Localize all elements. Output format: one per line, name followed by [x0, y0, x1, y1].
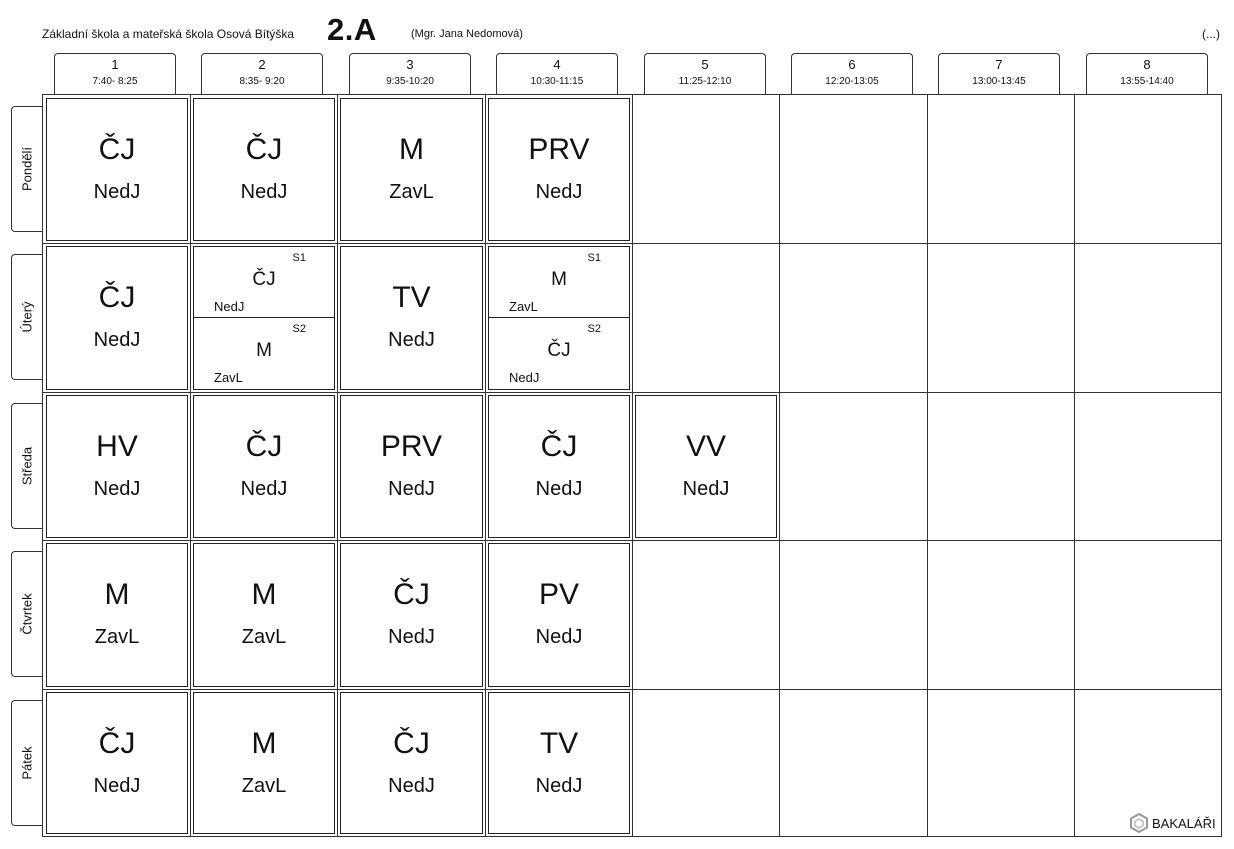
period-time: 12:20-13:05	[825, 76, 879, 87]
lesson-teacher: NedJ	[240, 478, 288, 500]
day-label: Pondělí	[19, 146, 35, 192]
period-number: 8	[1143, 57, 1151, 72]
period-time: 10:30-11:15	[530, 76, 584, 87]
lesson-teacher: ZavL	[509, 299, 538, 314]
period-number: 7	[995, 57, 1003, 72]
lesson-subject: PV	[538, 578, 580, 611]
period-header-3	[349, 53, 471, 95]
period-header-7	[938, 53, 1060, 95]
logo-text: BAKALÁŘI	[1152, 815, 1216, 831]
lesson-subject: TV	[539, 727, 579, 760]
period-header-5	[644, 53, 766, 95]
lesson-teacher: NedJ	[93, 329, 141, 351]
period-time: 8:35- 9:20	[239, 76, 285, 87]
period-time: 11:25-12:10	[678, 76, 732, 87]
lesson-subject: M	[256, 340, 272, 361]
lesson-subject: M	[251, 727, 277, 760]
day-tab-wednesday	[11, 403, 42, 529]
period-time: 13:00-13:45	[972, 76, 1026, 87]
period-header-6	[791, 53, 913, 95]
timetable-grid	[42, 94, 1222, 837]
lesson-card[interactable]	[46, 98, 188, 241]
lesson-teacher: NedJ	[93, 775, 141, 797]
period-header-2	[201, 53, 323, 95]
lesson-card[interactable]	[340, 98, 483, 241]
grid-divider	[927, 95, 928, 836]
bakalari-hexagon-icon	[1130, 813, 1148, 833]
grid-divider	[43, 689, 1221, 690]
period-number: 6	[848, 57, 856, 72]
lesson-subject: PRV	[380, 430, 443, 463]
lesson-card[interactable]	[340, 543, 483, 687]
lesson-subject: M	[551, 269, 567, 290]
day-label: Čtvrtek	[19, 593, 35, 635]
lesson-teacher: NedJ	[388, 329, 435, 351]
lesson-subject: ČJ	[252, 269, 276, 290]
lesson-teacher: ZavL	[241, 775, 287, 797]
lesson-subject: ČJ	[540, 430, 578, 463]
lesson-card[interactable]	[340, 395, 483, 538]
lesson-card-split[interactable]	[193, 246, 335, 390]
lesson-subject: TV	[392, 281, 431, 314]
group-lesson[interactable]	[194, 318, 334, 389]
lesson-teacher: NedJ	[682, 478, 730, 500]
lesson-card[interactable]	[488, 395, 630, 538]
group-lesson[interactable]	[489, 318, 629, 389]
lesson-card[interactable]	[46, 692, 188, 834]
lesson-teacher: NedJ	[240, 181, 288, 203]
lesson-teacher: NedJ	[535, 181, 583, 203]
grid-divider	[632, 95, 633, 836]
lesson-card-split[interactable]	[488, 246, 630, 390]
grid-divider	[190, 95, 191, 836]
grid-divider	[485, 95, 486, 836]
class-title: 2.A	[327, 12, 377, 47]
lesson-teacher: NedJ	[535, 478, 583, 500]
period-time: 7:40- 8:25	[92, 76, 138, 87]
period-header-1	[54, 53, 176, 95]
lesson-card[interactable]	[340, 246, 483, 390]
period-header-4	[496, 53, 618, 95]
lesson-subject: VV	[685, 430, 727, 463]
bakalari-logo	[1130, 813, 1216, 833]
period-number: 1	[111, 57, 119, 72]
class-teacher: (Mgr. Jana Nedomová)	[411, 28, 523, 40]
lesson-subject: ČJ	[393, 727, 430, 760]
lesson-subject: ČJ	[245, 133, 283, 166]
grid-divider	[43, 540, 1221, 541]
lesson-card[interactable]	[193, 543, 335, 687]
period-number: 4	[553, 57, 561, 72]
lesson-card[interactable]	[46, 246, 188, 390]
lesson-teacher: ZavL	[214, 370, 243, 385]
day-label: Pátek	[19, 746, 35, 780]
lesson-teacher: ZavL	[94, 626, 140, 648]
lesson-card[interactable]	[46, 395, 188, 538]
lesson-card[interactable]	[488, 543, 630, 687]
grid-divider	[337, 95, 338, 836]
lesson-teacher: NedJ	[93, 478, 141, 500]
lesson-subject: ČJ	[98, 281, 136, 314]
lesson-teacher: NedJ	[535, 626, 583, 648]
lesson-teacher: ZavL	[241, 626, 287, 648]
period-time: 9:35-10:20	[386, 76, 434, 87]
lesson-teacher: NedJ	[388, 478, 435, 500]
lesson-subject: ČJ	[98, 727, 136, 760]
lesson-subject: ČJ	[245, 430, 283, 463]
lesson-card[interactable]	[193, 692, 335, 834]
lesson-card[interactable]	[488, 98, 630, 241]
lesson-teacher: NedJ	[388, 626, 435, 648]
period-number: 2	[258, 57, 266, 72]
day-tab-friday	[11, 700, 42, 826]
grid-divider	[779, 95, 780, 836]
lesson-card[interactable]	[193, 98, 335, 241]
group-label: S1	[587, 252, 601, 264]
school-name: Základní škola a mateřská škola Osová Bítýška	[42, 27, 295, 41]
more-link[interactable]: (...)	[1202, 27, 1220, 41]
lesson-teacher: NedJ	[535, 775, 583, 797]
lesson-teacher: ZavL	[389, 181, 434, 203]
group-lesson[interactable]	[194, 247, 334, 318]
lesson-subject: ČJ	[393, 578, 430, 611]
lesson-teacher: NedJ	[93, 181, 141, 203]
period-header-8	[1086, 53, 1208, 95]
lesson-card[interactable]	[46, 543, 188, 687]
lesson-subject: M	[399, 133, 424, 166]
day-tab-monday	[11, 106, 42, 232]
lesson-teacher: NedJ	[388, 775, 435, 797]
group-label: S2	[587, 323, 601, 335]
day-label: Úterý	[19, 301, 35, 333]
period-number: 5	[701, 57, 709, 72]
period-number: 3	[406, 57, 414, 72]
day-tab-tuesday	[11, 254, 42, 380]
lesson-subject: ČJ	[547, 340, 571, 361]
lesson-card[interactable]	[635, 395, 777, 538]
lesson-card[interactable]	[488, 692, 630, 834]
period-time: 13:55-14:40	[1120, 76, 1174, 87]
grid-divider	[43, 243, 1221, 244]
group-label: S2	[292, 323, 306, 335]
lesson-subject: M	[104, 578, 130, 611]
group-lesson[interactable]	[489, 247, 629, 318]
grid-divider	[1074, 95, 1075, 836]
lesson-card[interactable]	[193, 395, 335, 538]
group-label: S1	[292, 252, 306, 264]
lesson-subject: M	[251, 578, 277, 611]
lesson-teacher: NedJ	[509, 370, 540, 385]
lesson-card[interactable]	[340, 692, 483, 834]
lesson-subject: HV	[96, 430, 138, 463]
lesson-subject: ČJ	[98, 133, 136, 166]
day-tab-thursday	[11, 551, 42, 677]
lesson-teacher: NedJ	[214, 299, 245, 314]
day-label: Středa	[19, 446, 35, 486]
grid-divider	[43, 392, 1221, 393]
lesson-subject: PRV	[528, 133, 590, 166]
